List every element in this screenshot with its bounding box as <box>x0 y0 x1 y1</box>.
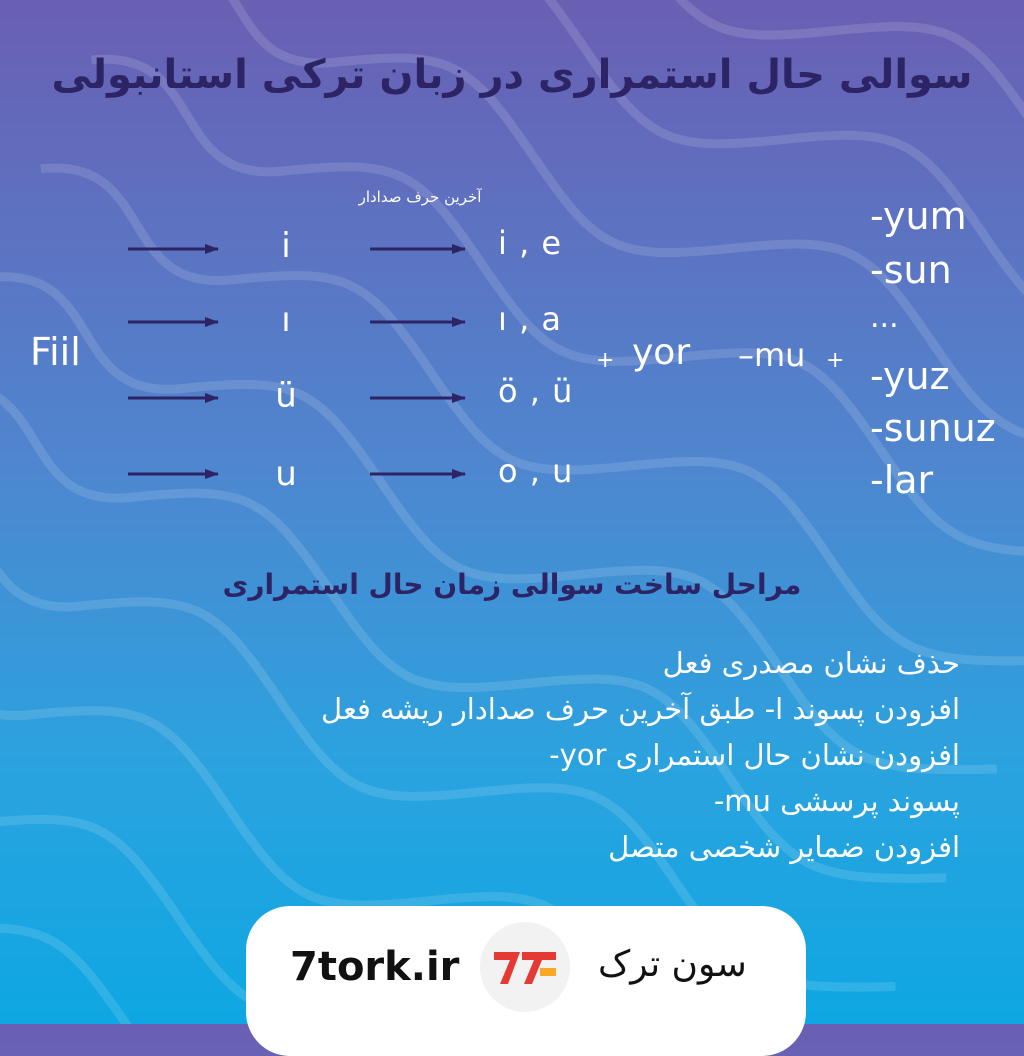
personal-suffix-5: -sunuz <box>870 406 996 450</box>
step-4: پسوند پرسشی mu- <box>713 784 960 818</box>
personal-suffix-3: ... <box>870 300 899 335</box>
plus-sign-1: + <box>596 348 615 373</box>
continuous-suffix: yor <box>632 332 691 373</box>
page-title: سوالی حال استمراری در زبان ترکی استانبولی <box>51 52 973 98</box>
brand-logo <box>480 922 570 1012</box>
vowel-row-4: u <box>275 454 297 494</box>
personal-suffix-6: -lar <box>870 458 934 502</box>
steps-list <box>60 640 960 870</box>
steps-subtitle: مراحل ساخت سوالی زمان حال استمراری <box>222 568 802 601</box>
vowels-row-3: ö , ü <box>498 372 574 410</box>
vowels-row-2: ı , a <box>498 300 563 338</box>
step-5: افزودن ضمایر شخصی متصل <box>608 830 960 864</box>
question-suffix: –mu <box>738 336 806 374</box>
logo-mark-icon <box>480 922 570 1012</box>
vowel-row-3: ü <box>275 376 297 416</box>
step-2: افزودن پسوند ا- طبق آخرین حرف صدادار ریشه فعل <box>321 692 960 726</box>
personal-suffix-1: -yum <box>870 194 967 238</box>
vowel-row-1: i <box>281 226 291 266</box>
personal-suffix-4: -yuz <box>870 354 950 398</box>
step-3: افزودن نشان حال استمراری yor- <box>549 738 960 772</box>
vowels-row-1: i , e <box>498 224 563 262</box>
personal-suffix-2: -sun <box>870 248 952 292</box>
brand-name: سون ترک <box>598 944 747 985</box>
vowel-row-2: ı <box>281 300 291 340</box>
website-link[interactable]: 7tork.ir <box>290 944 460 990</box>
plus-sign-2: + <box>826 348 845 373</box>
last-vowel-label: آخرین حرف صدادار <box>358 188 482 206</box>
root-fiil: Fiil <box>30 330 81 374</box>
step-1: حذف نشان مصدری فعل <box>662 646 960 680</box>
vowels-row-4: o , u <box>498 452 574 490</box>
